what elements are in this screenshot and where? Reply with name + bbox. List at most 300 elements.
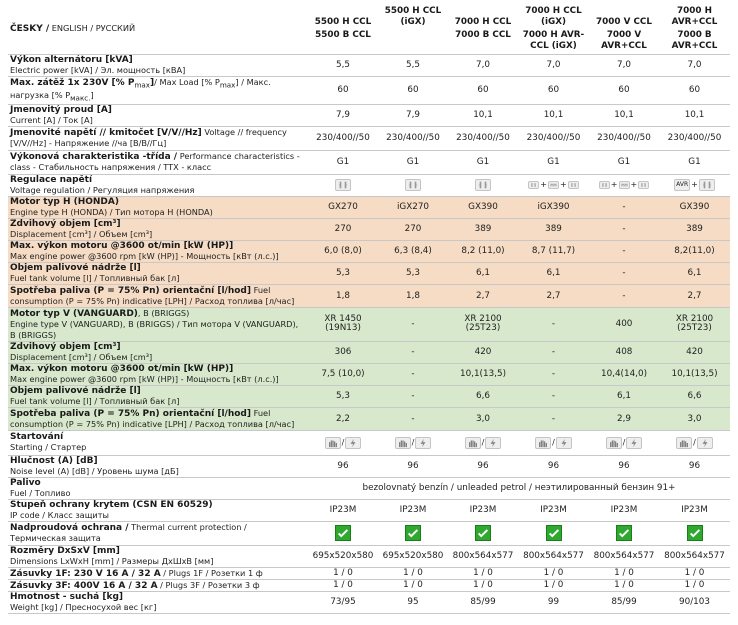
row-label xyxy=(8,126,308,150)
spec-row-sockets3 xyxy=(8,579,730,591)
model-name: 7000 H CCL xyxy=(454,17,512,27)
row-title: Objem palivové nádrže [l] xyxy=(10,385,141,396)
row-subtitle-end: ] / Макс. нагрузка [% P xyxy=(10,76,271,101)
spec-value: 2,9 xyxy=(589,407,659,430)
checkmark-icon xyxy=(616,525,632,541)
row-title-rest: Fuel consumption (P = 75% Pn) indicative [LPH] / Расход топлива [л/час] xyxy=(10,407,295,429)
checkmark-icon xyxy=(405,525,421,541)
spec-value: 800x564x577 xyxy=(589,545,659,567)
spec-value: 5,3 xyxy=(378,262,448,284)
row-title-rest: Fuel consumption (P = 75% Pn) indicative [LPH] / Расход топлива [л/час] xyxy=(10,284,295,306)
row-label xyxy=(8,262,308,284)
spec-value: 230/400//50 xyxy=(589,126,659,150)
row-subtitle: Displacement [cm³] / Объем [cm³] xyxy=(10,228,153,239)
spec-value: 389 xyxy=(518,218,589,240)
starting-cell xyxy=(308,430,378,455)
spec-row-v_displacement xyxy=(8,341,730,363)
spec-value: 1 / 0 xyxy=(518,579,589,591)
ccl-icon xyxy=(599,181,610,189)
row-label xyxy=(8,567,308,579)
starting-cell xyxy=(589,430,659,455)
spec-value: 10,1 xyxy=(448,104,518,126)
spec-value: 7,0 xyxy=(589,54,659,76)
spec-row-power xyxy=(8,54,730,76)
spec-row-honda_engine xyxy=(8,196,730,218)
spec-value: 85/99 xyxy=(448,591,518,613)
hand-pull-icon xyxy=(606,437,622,449)
spec-value: 5,3 xyxy=(308,385,378,407)
avr-icon: AVR xyxy=(674,179,690,191)
spec-value: - xyxy=(378,363,448,385)
spec-value: 2,7 xyxy=(659,284,730,307)
row-label xyxy=(8,545,308,567)
checkmark-icon xyxy=(546,525,562,541)
ccl-icon xyxy=(568,181,579,189)
row-subtitle: Current [A] / Ток [A] xyxy=(10,114,93,125)
spec-value: 6,1 xyxy=(518,262,589,284)
model-name-alt: 7000 B CCL xyxy=(455,30,511,40)
spec-value: G1 xyxy=(308,150,378,174)
spec-value: 1 / 0 xyxy=(378,579,448,591)
spec-value: 85/99 xyxy=(589,591,659,613)
row-title-rest: Voltage // frequency [V/V//Hz] - Напряжение //ча [В/В//Гц] xyxy=(10,127,287,149)
hand-pull-icon xyxy=(535,437,551,449)
spec-value: 1,8 xyxy=(378,284,448,307)
row-label xyxy=(8,477,308,499)
spec-value: 96 xyxy=(308,455,378,477)
spec-row-class xyxy=(8,150,730,174)
row-subtitle: Weight [kg] / Пресносухой вес [кг] xyxy=(10,601,157,612)
thermal-cell xyxy=(448,521,518,545)
row-title: Max. zátěž 1x 230V [% P xyxy=(10,77,135,88)
checkmark-icon xyxy=(687,525,703,541)
spec-value: 6,0 (8,0) xyxy=(308,240,378,262)
starting-cell xyxy=(659,430,730,455)
regulation-cell xyxy=(589,174,659,196)
hand-pull-icon xyxy=(395,437,411,449)
model-name-alt: 7000 H AVR-CCL (iGX) xyxy=(522,30,585,51)
spec-row-sockets1 xyxy=(8,567,730,579)
row-subtitle-end: ] xyxy=(90,90,94,101)
hand-pull-icon xyxy=(676,437,692,449)
row-label xyxy=(8,307,308,341)
row-label xyxy=(8,363,308,385)
spec-value: 3,0 xyxy=(659,407,730,430)
subscript: max xyxy=(134,80,151,90)
model-name-alt: 5500 B CCL xyxy=(315,30,371,40)
ccl-icon xyxy=(335,179,351,191)
row-label xyxy=(8,104,308,126)
electric-start-icon xyxy=(485,437,501,449)
row-title: Zásuvky 1F: 230 V 16 A / 32 A xyxy=(10,568,161,579)
spec-value: 800x564x577 xyxy=(518,545,589,567)
electric-start-icon xyxy=(345,437,361,449)
spec-value: 10,4(14,0) xyxy=(589,363,659,385)
spec-value: 6,1 xyxy=(448,262,518,284)
model-name: 5500 H CCL xyxy=(314,17,372,27)
spec-value: 800x564x577 xyxy=(448,545,518,567)
lang-czech: ČESKY / xyxy=(10,24,50,35)
starting-cell xyxy=(518,430,589,455)
spec-value: 1 / 0 xyxy=(659,579,730,591)
spec-value: 10,1(13,5) xyxy=(448,363,518,385)
electric-start-icon xyxy=(697,437,713,449)
row-subtitle: Dimensions LxWxH [mm] / Размеры ДхШхВ [мм] xyxy=(10,555,214,566)
spec-value: 96 xyxy=(518,455,589,477)
spec-value: 1,8 xyxy=(308,284,378,307)
spec-value: 6,1 xyxy=(589,385,659,407)
spec-value: 5,5 xyxy=(308,54,378,76)
spec-row-honda_power xyxy=(8,240,730,262)
row-title: Jmenovitý proud [A] xyxy=(10,104,112,115)
spec-row-fuel xyxy=(8,477,730,499)
spec-value: 7,5 (10,0) xyxy=(308,363,378,385)
row-subtitle: Max engine power @3600 rpm [kW (HP)] - Мощность [кВт (л.с.)] xyxy=(10,250,279,261)
row-title: Hlučnost (A) [dB] xyxy=(10,455,98,466)
spec-value: - xyxy=(378,341,448,363)
ccl-icon xyxy=(475,179,491,191)
row-title-rest: Performance characteristics - class - Стабильность напряжения / TTX - класс xyxy=(10,151,300,173)
spec-value: G1 xyxy=(589,150,659,174)
row-subtitle: Electric power [kVA] / Эл. мощность [кВА] xyxy=(10,64,186,75)
spec-value: - xyxy=(378,407,448,430)
model-header xyxy=(448,4,518,54)
model-header xyxy=(659,4,730,54)
spec-value: 10,1 xyxy=(589,104,659,126)
spec-value: 7,0 xyxy=(518,54,589,76)
regulation-cell xyxy=(659,174,730,196)
spec-value: GX390 xyxy=(659,196,730,218)
spec-value: 1 / 0 xyxy=(448,567,518,579)
spec-value: - xyxy=(518,363,589,385)
row-label xyxy=(8,591,308,613)
row-subtitle: IP code / Класс защиты xyxy=(10,509,109,520)
row-title-rest: / Plugs 1F / Розетки 1 ф xyxy=(160,567,263,578)
spec-value: 95 xyxy=(378,591,448,613)
spec-value: G1 xyxy=(518,150,589,174)
spec-value: 1 / 0 xyxy=(589,579,659,591)
row-title: Hmotnost - suchá [kg] xyxy=(10,591,124,602)
spec-value: 230/400//50 xyxy=(659,126,730,150)
spec-value: 230/400//50 xyxy=(308,126,378,150)
row-label xyxy=(8,240,308,262)
header-row xyxy=(8,4,730,54)
spec-value: 96 xyxy=(589,455,659,477)
spec-value: 60 xyxy=(448,76,518,104)
spec-value: - xyxy=(589,218,659,240)
spec-value: 6,6 xyxy=(659,385,730,407)
spec-value: 3,0 xyxy=(448,407,518,430)
spec-value: 1 / 0 xyxy=(378,567,448,579)
spec-value: - xyxy=(518,385,589,407)
row-label xyxy=(8,284,308,307)
spec-row-honda_consumption xyxy=(8,284,730,307)
row-title: Palivo xyxy=(10,477,41,488)
regulation-cell xyxy=(308,174,378,196)
spec-table xyxy=(8,4,730,614)
row-label xyxy=(8,430,308,455)
spec-value xyxy=(448,307,518,341)
ccl-icon xyxy=(699,179,715,191)
spec-value: IP23M xyxy=(308,499,378,521)
spec-value: 695x520x580 xyxy=(308,545,378,567)
row-title: Nadproudová ochrana / xyxy=(10,523,129,534)
row-subtitle: Voltage regulation / Регуляция напряжения xyxy=(10,184,195,195)
spec-value: GX270 xyxy=(308,196,378,218)
thermal-cell xyxy=(589,521,659,545)
row-label xyxy=(8,150,308,174)
subscript: max xyxy=(219,80,236,90)
row-title: Motor typ V (VANGUARD) xyxy=(10,308,138,319)
model-name-alt: 7000 V AVR+CCL xyxy=(601,30,647,51)
separator: / xyxy=(481,437,485,447)
engine-model: XR 2100 (25T23) xyxy=(464,314,502,334)
ccl-icon xyxy=(638,181,649,189)
spec-value: 1 / 0 xyxy=(589,567,659,579)
row-title: Zdvihový objem [cm³] xyxy=(10,341,121,352)
spec-value: 60 xyxy=(589,76,659,104)
avr-icon xyxy=(548,181,559,189)
separator: / xyxy=(622,437,626,447)
spec-row-voltage xyxy=(8,126,730,150)
spec-row-v_consumption xyxy=(8,407,730,430)
model-name: 7000 V CCL xyxy=(596,17,652,27)
row-title: Rozměry DxŠxV [mm] xyxy=(10,545,120,556)
plus-sign: + xyxy=(610,180,618,190)
spec-row-ip xyxy=(8,499,730,521)
spec-value: 96 xyxy=(448,455,518,477)
spec-value: 1 / 0 xyxy=(308,579,378,591)
spec-value: 1 / 0 xyxy=(659,567,730,579)
spec-value: 8,7 (11,7) xyxy=(518,240,589,262)
spec-value: iGX270 xyxy=(378,196,448,218)
row-subtitle: Max engine power @3600 rpm [kW (HP)] - Мощность [кВт (л.с.)] xyxy=(10,373,279,384)
checkmark-icon xyxy=(335,525,351,541)
row-subtitle: Engine type V (VANGUARD), B (BRIGGS) / Тип мотора V (VANGUARD), B (BRIGGS) xyxy=(10,318,299,340)
spec-value: - xyxy=(589,262,659,284)
row-title: Stupeň ochrany krytem (ČSN EN 60529) xyxy=(10,499,213,510)
spec-value: 389 xyxy=(448,218,518,240)
row-label xyxy=(8,385,308,407)
electric-start-icon xyxy=(556,437,572,449)
spec-value: 8,2(11,0) xyxy=(659,240,730,262)
electric-start-icon xyxy=(415,437,431,449)
engine-model: XR 2100 (25T23) xyxy=(675,314,714,334)
row-label xyxy=(8,76,308,104)
spec-value: 230/400//50 xyxy=(378,126,448,150)
row-title: Jmenovité napětí // kmitočet [V/V//Hz] xyxy=(10,128,202,139)
spec-value: 2,7 xyxy=(448,284,518,307)
spec-value: 60 xyxy=(518,76,589,104)
checkmark-icon xyxy=(475,525,491,541)
spec-value: 270 xyxy=(308,218,378,240)
row-title: Max. výkon motoru @3600 ot/min [kW (HP)] xyxy=(10,240,234,251)
thermal-cell xyxy=(659,521,730,545)
model-name-alt: 7000 B AVR+CCL xyxy=(671,30,718,51)
spec-value: 6,3 (8,4) xyxy=(378,240,448,262)
row-label xyxy=(8,218,308,240)
spec-value: 420 xyxy=(448,341,518,363)
spec-value: - xyxy=(589,240,659,262)
spec-value: 7,0 xyxy=(659,54,730,76)
electric-start-icon xyxy=(626,437,642,449)
spec-value: 10,1 xyxy=(518,104,589,126)
spec-value: - xyxy=(378,307,448,341)
spec-value: - xyxy=(518,307,589,341)
starting-cell xyxy=(448,430,518,455)
model-header xyxy=(378,4,448,54)
spec-value: IP23M xyxy=(659,499,730,521)
spec-row-noise xyxy=(8,455,730,477)
spec-value: 1 / 0 xyxy=(308,567,378,579)
regulation-cell xyxy=(518,174,589,196)
spec-value: 6,6 xyxy=(448,385,518,407)
row-title: Max. výkon motoru @3600 ot/min [kW (HP)] xyxy=(10,363,234,374)
spec-value xyxy=(659,307,730,341)
spec-value: GX390 xyxy=(448,196,518,218)
spec-value: IP23M xyxy=(589,499,659,521)
row-label xyxy=(8,499,308,521)
row-label xyxy=(8,521,308,545)
spec-value: G1 xyxy=(448,150,518,174)
spec-value xyxy=(308,307,378,341)
spec-row-v_engine xyxy=(8,307,730,341)
spec-value: 5,3 xyxy=(308,262,378,284)
language-label xyxy=(8,4,308,54)
model-name: 7000 H CCL (iGX) xyxy=(525,6,582,27)
separator: / xyxy=(341,437,345,447)
row-subtitle: Starting / Стартер xyxy=(10,442,87,453)
hand-pull-icon xyxy=(325,437,341,449)
row-title-end: ] xyxy=(150,77,155,88)
regulation-cell xyxy=(448,174,518,196)
row-title-rest: Thermal current protection / xyxy=(128,522,247,533)
spec-value: 270 xyxy=(378,218,448,240)
spec-value: - xyxy=(589,284,659,307)
spec-value: 230/400//50 xyxy=(448,126,518,150)
spec-row-current xyxy=(8,104,730,126)
row-title: Výkon alternátoru [kVA] xyxy=(10,54,133,65)
ccl-icon xyxy=(528,181,539,189)
row-subtitle: Noise level (A) [dB] / Уровень шума [дБ] xyxy=(10,465,179,476)
plus-sign: + xyxy=(560,180,567,190)
model-name: 5500 H CCL (iGX) xyxy=(384,6,442,27)
spec-row-regulation xyxy=(8,174,730,196)
plus-sign: + xyxy=(691,180,698,190)
spec-row-v_power xyxy=(8,363,730,385)
spec-value: - xyxy=(518,341,589,363)
spec-value: 800x564x577 xyxy=(659,545,730,567)
spec-value: 306 xyxy=(308,341,378,363)
spec-value: 7,9 xyxy=(308,104,378,126)
spec-value: 73/95 xyxy=(308,591,378,613)
spec-value: 400 xyxy=(589,307,659,341)
row-title: Spotřeba paliva (P = 75% Pn) orientační [l/hod] xyxy=(10,408,251,419)
separator: / xyxy=(552,437,555,447)
plus-sign: + xyxy=(630,180,638,190)
fuel-type: bezolovnatý benzín / unleaded petrol / неэтилированный бензин 91+ xyxy=(308,477,730,499)
spec-value: 60 xyxy=(659,76,730,104)
ccl-icon xyxy=(405,179,421,191)
spec-value: 10,1 xyxy=(659,104,730,126)
spec-row-dims xyxy=(8,545,730,567)
row-title: Startování xyxy=(10,432,64,443)
row-title: Výkonová charakteristika -třída / xyxy=(10,152,178,163)
row-title: Objem palivové nádrže [l] xyxy=(10,262,141,273)
spec-value: - xyxy=(589,196,659,218)
spec-value: G1 xyxy=(378,150,448,174)
subscript: макс. xyxy=(70,93,91,103)
row-title: Zásuvky 3F: 400V 16 A / 32 A xyxy=(10,580,158,591)
row-label xyxy=(8,341,308,363)
spec-value: 96 xyxy=(378,455,448,477)
separator: / xyxy=(411,437,415,447)
spec-value: 408 xyxy=(589,341,659,363)
row-title: Regulace napětí xyxy=(10,174,93,185)
thermal-cell xyxy=(518,521,589,545)
spec-value: 8,2 (11,0) xyxy=(448,240,518,262)
separator: / xyxy=(693,437,696,447)
spec-value: 10,1(13,5) xyxy=(659,363,730,385)
row-label xyxy=(8,579,308,591)
spec-value: 5,5 xyxy=(378,54,448,76)
spec-value: 1 / 0 xyxy=(448,579,518,591)
row-label xyxy=(8,54,308,76)
row-label xyxy=(8,407,308,430)
row-subtitle: / Max Load [% P xyxy=(154,76,220,87)
starting-cell xyxy=(378,430,448,455)
spec-row-honda_tank xyxy=(8,262,730,284)
spec-value: 2,2 xyxy=(308,407,378,430)
spec-value: 2,7 xyxy=(518,284,589,307)
spec-value: G1 xyxy=(659,150,730,174)
spec-value: - xyxy=(378,385,448,407)
spec-value: 420 xyxy=(659,341,730,363)
row-label xyxy=(8,174,308,196)
spec-value: 1 / 0 xyxy=(518,567,589,579)
spec-value: 7,0 xyxy=(448,54,518,76)
row-title-rest: , B (BRIGGS) xyxy=(137,307,190,318)
model-header xyxy=(308,4,378,54)
row-label xyxy=(8,196,308,218)
model-header xyxy=(518,4,589,54)
spec-value: IP23M xyxy=(378,499,448,521)
spec-value: iGX390 xyxy=(518,196,589,218)
spec-value: - xyxy=(518,407,589,430)
row-title-rest: / Plugs 3F / Розетки 3 ф xyxy=(157,579,260,590)
hand-pull-icon xyxy=(465,437,481,449)
spec-value: 90/103 xyxy=(659,591,730,613)
row-label xyxy=(8,455,308,477)
avr-icon xyxy=(619,181,630,189)
plus-sign: + xyxy=(540,180,547,190)
regulation-cell xyxy=(378,174,448,196)
spec-value: 99 xyxy=(518,591,589,613)
spec-value: 7,9 xyxy=(378,104,448,126)
row-subtitle: Displacement [cm³] / Объем [cm³] xyxy=(10,351,153,362)
model-name: 7000 H AVR+CCL xyxy=(671,6,718,27)
spec-value: 60 xyxy=(378,76,448,104)
row-subtitle: Fuel tank volume [l] / Топливный бак [л] xyxy=(10,395,180,406)
spec-value: 389 xyxy=(659,218,730,240)
spec-value: 60 xyxy=(308,76,378,104)
thermal-cell xyxy=(308,521,378,545)
row-title: Motor typ H (HONDA) xyxy=(10,196,119,207)
spec-value: 96 xyxy=(659,455,730,477)
spec-value: 230/400//50 xyxy=(518,126,589,150)
spec-row-starting xyxy=(8,430,730,455)
spec-row-weight xyxy=(8,591,730,613)
